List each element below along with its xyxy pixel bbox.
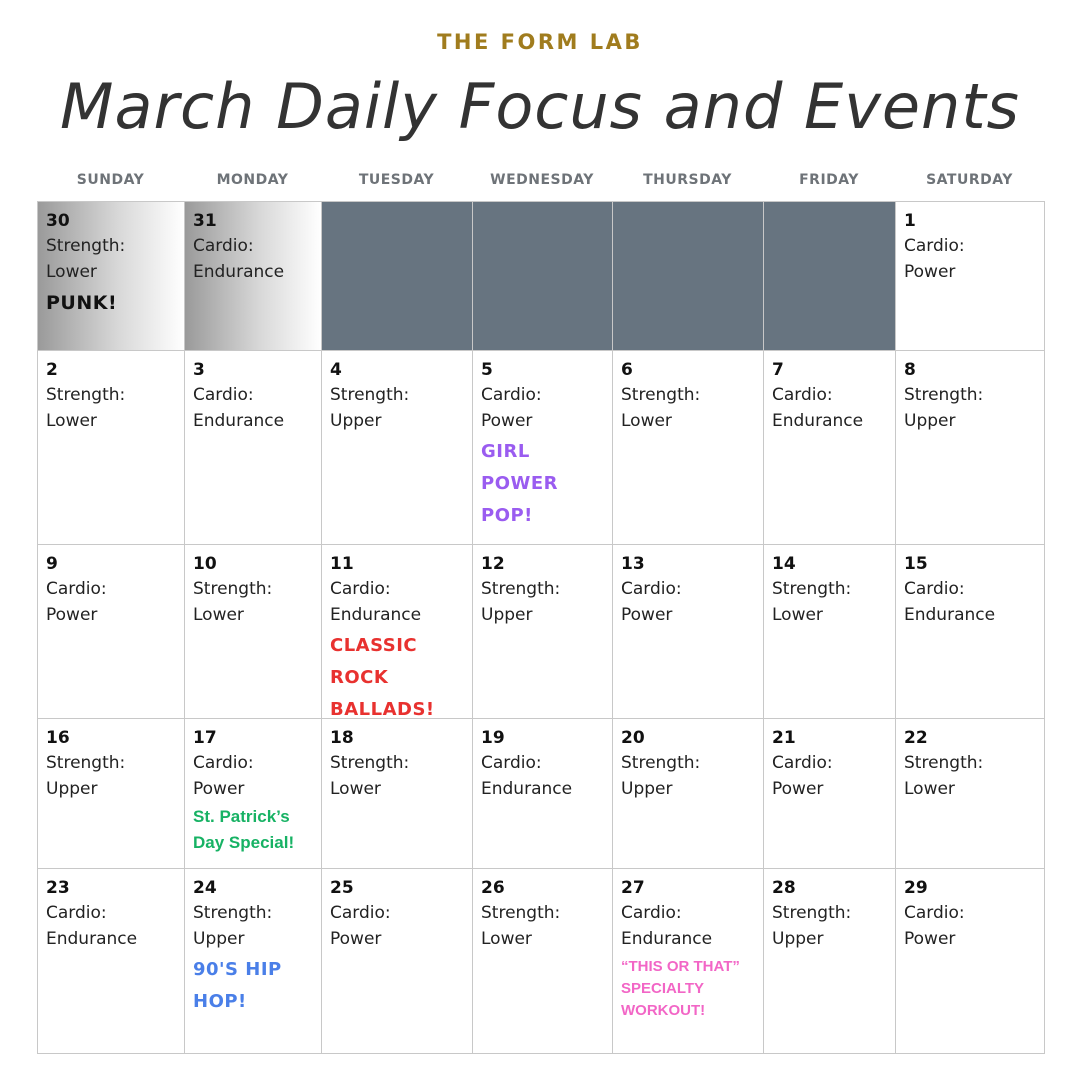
day-cell-9 (37, 544, 185, 719)
focus-type: Strength: (904, 385, 984, 405)
day-number: 19 (481, 728, 505, 748)
focus-detail: Power (621, 605, 673, 625)
day-number: 18 (330, 728, 354, 748)
focus-type: Cardio: (330, 903, 391, 923)
focus-detail: Power (772, 779, 824, 799)
event-label: PUNK! (46, 292, 118, 314)
focus-type: Cardio: (193, 753, 254, 773)
day-cell-24 (184, 868, 322, 1054)
focus-type: Cardio: (621, 903, 682, 923)
day-cell-26 (472, 868, 613, 1054)
focus-type: Strength: (772, 579, 852, 599)
focus-detail: Endurance (193, 411, 285, 431)
day-number: 9 (46, 554, 58, 574)
focus-type: Strength: (193, 903, 273, 923)
focus-detail: Lower (772, 605, 823, 625)
day-number: 6 (621, 360, 633, 380)
day-number: 4 (330, 360, 342, 380)
focus-type: Strength: (46, 753, 126, 773)
focus-type: Cardio: (621, 579, 682, 599)
event-label: 90'S HIP HOP! (193, 959, 282, 1012)
focus-type: Strength: (330, 385, 410, 405)
focus-detail: Endurance (621, 929, 713, 949)
day-number: 15 (904, 554, 928, 574)
focus-detail: Power (330, 929, 382, 949)
event-label: CLASSIC ROCK BALLADS! (330, 635, 435, 719)
focus-detail: Upper (481, 605, 533, 625)
focus-detail: Power (904, 929, 956, 949)
day-cell-27 (612, 868, 764, 1054)
day-header-friday: FRIDAY (799, 172, 859, 188)
day-cell-13 (612, 544, 764, 719)
day-number: 11 (330, 554, 354, 574)
focus-type: Cardio: (772, 753, 833, 773)
day-number: 5 (481, 360, 493, 380)
day-cell-14 (763, 544, 896, 719)
focus-detail: Lower (193, 605, 244, 625)
day-cell-6 (612, 350, 764, 545)
focus-detail: Endurance (330, 605, 422, 625)
day-cell-8 (895, 350, 1045, 545)
focus-type: Cardio: (904, 579, 965, 599)
day-number: 1 (904, 211, 916, 231)
focus-detail: Lower (904, 779, 955, 799)
focus-detail: Upper (621, 779, 673, 799)
day-number: 27 (621, 878, 645, 898)
day-number: 12 (481, 554, 505, 574)
focus-type: Strength: (481, 903, 561, 923)
day-number: 13 (621, 554, 645, 574)
brand-name: THE FORM LAB (437, 30, 643, 54)
focus-type: Strength: (772, 903, 852, 923)
focus-detail: Power (481, 411, 533, 431)
day-number: 16 (46, 728, 70, 748)
day-number: 21 (772, 728, 796, 748)
day-cell-12 (472, 544, 613, 719)
page-title: March Daily Focus and Events (60, 70, 1020, 143)
event-label: St. Patrick’s Day Special! (193, 807, 295, 852)
day-header-monday: MONDAY (216, 172, 289, 188)
focus-detail: Lower (46, 262, 97, 282)
empty-day-cell (763, 201, 896, 351)
focus-detail: Lower (46, 411, 97, 431)
day-header-tuesday: TUESDAY (358, 172, 435, 188)
day-cell-4 (321, 350, 473, 545)
day-cell-25 (321, 868, 473, 1054)
day-number: 31 (193, 211, 217, 231)
day-number: 29 (904, 878, 928, 898)
day-cell-2 (37, 350, 185, 545)
day-number: 2 (46, 360, 58, 380)
event-label: “THIS OR THAT” SPECIALTY WORKOUT! (621, 958, 740, 1019)
day-number: 14 (772, 554, 796, 574)
day-cell-3 (184, 350, 322, 545)
day-cell-19 (472, 718, 613, 869)
focus-type: Strength: (904, 753, 984, 773)
focus-detail: Upper (193, 929, 245, 949)
day-cell-15 (895, 544, 1045, 719)
empty-day-cell (472, 201, 613, 351)
focus-detail: Endurance (772, 411, 864, 431)
focus-type: Cardio: (772, 385, 833, 405)
day-header-wednesday: WEDNESDAY (490, 172, 594, 188)
day-number: 22 (904, 728, 928, 748)
day-cell-11 (321, 544, 473, 719)
day-cell-30 (37, 201, 185, 351)
day-cell-10 (184, 544, 322, 719)
focus-type: Cardio: (193, 236, 254, 256)
day-header-saturday: SATURDAY (926, 172, 1013, 188)
focus-detail: Lower (330, 779, 381, 799)
focus-detail: Lower (621, 411, 672, 431)
focus-detail: Power (904, 262, 956, 282)
focus-type: Cardio: (481, 753, 542, 773)
focus-detail: Power (46, 605, 98, 625)
day-number: 20 (621, 728, 645, 748)
focus-type: Cardio: (46, 903, 107, 923)
empty-day-cell (612, 201, 764, 351)
focus-type: Cardio: (46, 579, 107, 599)
focus-type: Strength: (621, 385, 701, 405)
focus-type: Strength: (46, 236, 126, 256)
focus-detail: Endurance (904, 605, 996, 625)
day-number: 30 (46, 211, 70, 231)
day-number: 7 (772, 360, 784, 380)
day-cell-23 (37, 868, 185, 1054)
day-cell-1 (895, 201, 1045, 351)
day-cell-18 (321, 718, 473, 869)
focus-detail: Upper (904, 411, 956, 431)
day-cell-17 (184, 718, 322, 869)
day-cell-7 (763, 350, 896, 545)
day-cell-20 (612, 718, 764, 869)
focus-detail: Power (193, 779, 245, 799)
day-cell-21 (763, 718, 896, 869)
focus-type: Cardio: (481, 385, 542, 405)
focus-detail: Endurance (46, 929, 138, 949)
day-number: 23 (46, 878, 70, 898)
focus-detail: Endurance (481, 779, 573, 799)
focus-type: Strength: (330, 753, 410, 773)
focus-type: Cardio: (193, 385, 254, 405)
day-cell-16 (37, 718, 185, 869)
day-number: 8 (904, 360, 916, 380)
event-label: GIRL POWER POP! (481, 441, 559, 526)
day-header-thursday: THURSDAY (643, 172, 732, 188)
focus-detail: Endurance (193, 262, 285, 282)
focus-type: Strength: (193, 579, 273, 599)
day-cell-29 (895, 868, 1045, 1054)
focus-detail: Lower (481, 929, 532, 949)
day-cell-28 (763, 868, 896, 1054)
day-header-sunday: SUNDAY (76, 172, 145, 188)
focus-type: Cardio: (330, 579, 391, 599)
day-number: 26 (481, 878, 505, 898)
focus-type: Strength: (481, 579, 561, 599)
day-number: 10 (193, 554, 217, 574)
focus-detail: Upper (772, 929, 824, 949)
day-number: 17 (193, 728, 217, 748)
day-number: 28 (772, 878, 796, 898)
focus-detail: Upper (330, 411, 382, 431)
day-number: 24 (193, 878, 217, 898)
day-number: 25 (330, 878, 354, 898)
focus-type: Cardio: (904, 903, 965, 923)
empty-day-cell (321, 201, 473, 351)
day-cell-31 (184, 201, 322, 351)
day-number: 3 (193, 360, 205, 380)
focus-type: Strength: (621, 753, 701, 773)
day-cell-5 (472, 350, 613, 545)
focus-detail: Upper (46, 779, 98, 799)
focus-type: Cardio: (904, 236, 965, 256)
day-cell-22 (895, 718, 1045, 869)
focus-type: Strength: (46, 385, 126, 405)
